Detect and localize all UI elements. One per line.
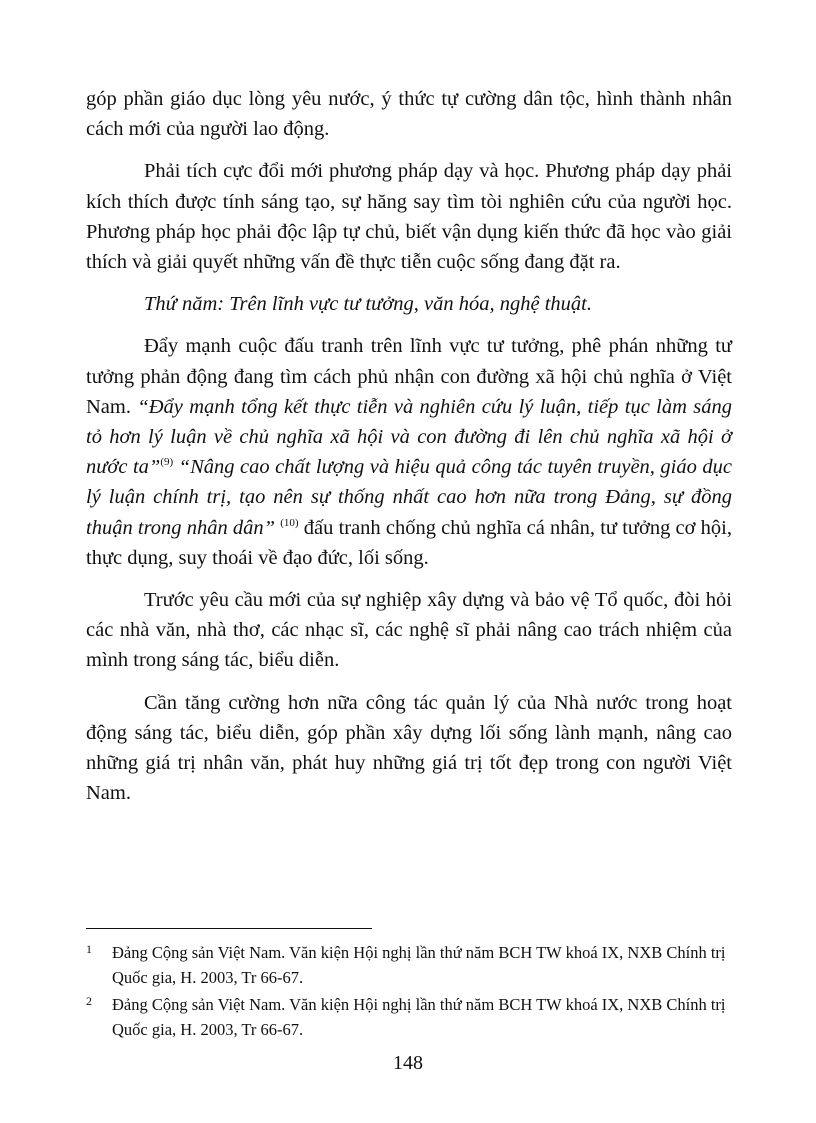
section-heading: Thứ năm: Trên lĩnh vực tư tưởng, văn hóa, nghệ thuật. — [144, 293, 592, 316]
paragraph-4 — [86, 331, 732, 573]
footnote-mark: 2 — [86, 994, 92, 1008]
paragraph-6: Cần tăng cường hơn nữa công tác quản lý của Nhà nước trong hoạt động sáng tác, biểu diễn, góp phần xây dựng lối sống lành mạnh, nâng cao những giá trị nhân văn, phát huy những giá trị tốt đẹp trong con người Việt Nam. — [86, 691, 732, 805]
footnote-2 — [86, 992, 746, 1042]
paragraph-4-text-b: đấu tranh chống chủ nghĩa cá nhân, tư tưởng cơ hội, thực dụng, suy thoái về đạo đức, lối sống. — [86, 516, 732, 569]
paragraph-1: góp phần giáo dục lòng yêu nước, ý thức tự cường dân tộc, hình thành nhân cách mới của người lao động. — [86, 88, 732, 141]
footnotes — [86, 940, 746, 1044]
page-number: 148 — [393, 1052, 423, 1074]
paragraph-2: Phải tích cực đổi mới phương pháp dạy và học. Phương pháp dạy phải kích thích được tính sáng tạo, sự hăng say tìm tòi nghiên cứu của người học. Phương pháp học phải độc lập tự chủ, biết vận dụng kiến thức đã học vào giải thích và giải quyết những vấn đề thực tiễn cuộc sống đang đặt ra. — [86, 160, 732, 274]
footnote-divider — [86, 928, 372, 929]
footnote-text: Đảng Cộng sản Việt Nam. Văn kiện Hội nghị lần thứ năm BCH TW khoá IX, NXB Chính trị Quốc gia, H. 2003, Tr 66-67. — [112, 995, 726, 1039]
footnote-1 — [86, 940, 746, 990]
footnote-mark: 1 — [86, 942, 92, 956]
page-body — [86, 84, 732, 820]
reference-9: (9) — [160, 456, 174, 469]
paragraph-5: Trước yêu cầu mới của sự nghiệp xây dựng và bảo vệ Tổ quốc, đòi hỏi các nhà văn, nhà thơ, các nhạc sĩ, các nghệ sĩ phải nâng cao trách nhiệm của mình trong sáng tác, biểu diễn. — [86, 589, 732, 672]
paragraph-4-text-a: Đẩy mạnh cuộc đấu tranh trên lĩnh vực tư tưởng, phê phán những tư tưởng phản động đang tìm cách phủ nhận con đường xã hội chủ nghĩa ở Việt Nam. — [86, 335, 732, 418]
quote-1: “Đẩy mạnh tổng kết thực tiễn và nghiên cứu lý luận, tiếp tục làm sáng tỏ hơn lý luận về chủ nghĩa xã hội và con đường đi lên chủ nghĩa xã hội ở nước ta” — [86, 395, 732, 479]
footnote-text: Đảng Cộng sản Việt Nam. Văn kiện Hội nghị lần thứ năm BCH TW khoá IX, NXB Chính trị Quốc gia, H. 2003, Tr 66-67. — [112, 943, 726, 987]
quote-2: “Nâng cao chất lượng và hiệu quả công tác tuyên truyền, giáo dục lý luận chính trị, tạo nên sự thống nhất cao hơn nữa trong Đảng, sự đồng thuận trong nhân dân” — [86, 456, 732, 539]
reference-10: (10) — [280, 516, 299, 529]
